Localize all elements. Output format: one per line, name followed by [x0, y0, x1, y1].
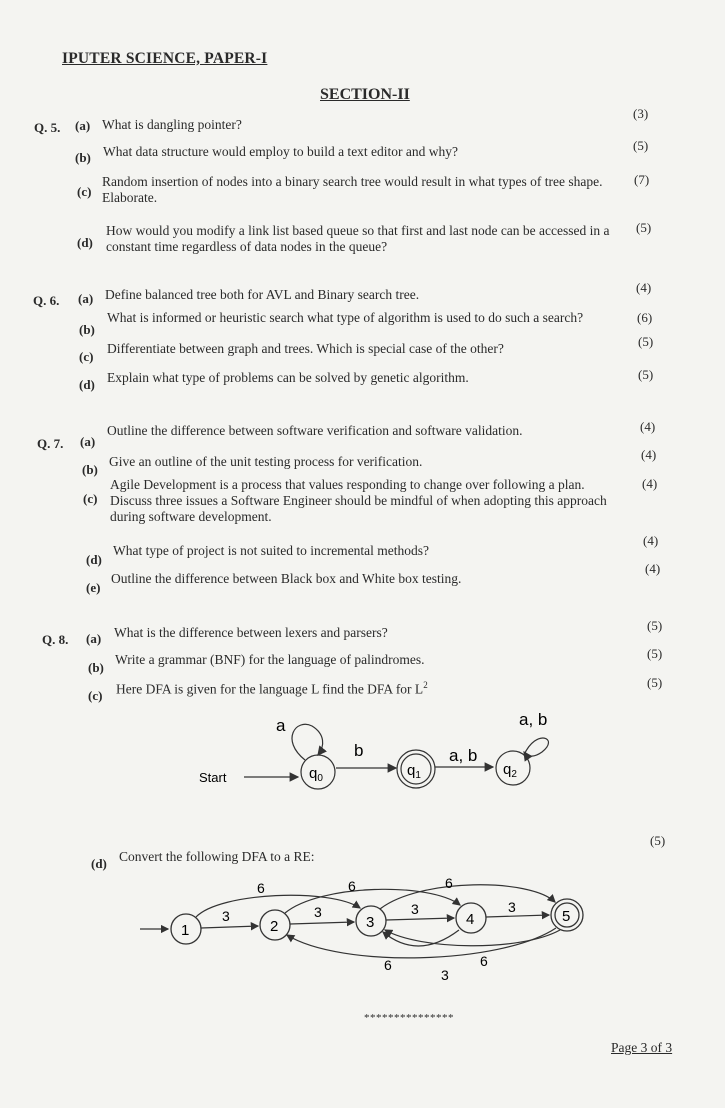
- state-2: [260, 910, 290, 940]
- marks: (4): [643, 533, 659, 548]
- marks: (4): [642, 476, 658, 491]
- edge-label: 3: [441, 967, 449, 983]
- section-title: SECTION-II: [320, 86, 410, 103]
- marks: (3): [633, 106, 649, 121]
- edge-label: 3: [314, 904, 322, 920]
- state-q1: [397, 750, 435, 788]
- marks: (5): [638, 334, 654, 349]
- edge-label: 6: [480, 953, 488, 969]
- question-text: Here DFA is given for the language L find the DFA for $L^2$: [116, 680, 428, 697]
- question-text: Define balanced tree both for AVL and Binary search tree.: [105, 287, 420, 302]
- part-label: (a): [86, 631, 102, 646]
- part-label: (b): [79, 322, 95, 337]
- marks: (5): [647, 618, 663, 633]
- state-label: 2: [270, 918, 279, 935]
- question-text: Outline the difference between software verification and software validation.: [107, 423, 523, 438]
- start-label: Start: [199, 770, 227, 785]
- state-q2: [496, 751, 530, 785]
- self-loop-q0: [292, 724, 323, 760]
- marks: (5): [650, 833, 666, 848]
- end-marker: ***************: [364, 1012, 454, 1024]
- edge-label: 3: [411, 901, 419, 917]
- part-label: (d): [86, 552, 102, 567]
- edge-label: 6: [384, 957, 392, 973]
- transition-label: a: [276, 716, 286, 735]
- question-text: Agile Development is a process that values responding to change over following a plan. Discuss three issues a Software Engineer should be mindful of when adopting this approach during software development.: [110, 477, 607, 524]
- question-text: Outline the difference between Black box and White box testing.: [111, 571, 462, 586]
- marks: (5): [638, 367, 654, 382]
- edge-5-3: [385, 930, 560, 946]
- part-label: (c): [77, 184, 92, 199]
- state-label: 3: [366, 914, 375, 931]
- marks: (4): [645, 561, 661, 576]
- state-3: [356, 906, 386, 936]
- paper-title: IPUTER SCIENCE, PAPER-I: [62, 50, 268, 67]
- question-text: How would you modify a link list based queue so that first and last node can be accessed in a constant time regardless of data nodes in the queue?: [106, 223, 610, 254]
- part-label: (c): [79, 349, 94, 364]
- edge-2-3: [290, 922, 354, 924]
- question-text: What is informed or heuristic search what type of algorithm is used to do such a search?: [107, 310, 584, 325]
- state-4: [456, 903, 486, 933]
- question-text: What is the difference between lexers and parsers?: [114, 625, 388, 640]
- part-label: (e): [86, 580, 101, 595]
- self-loop-q2: [524, 738, 548, 756]
- question-text: What is dangling pointer?: [102, 117, 242, 132]
- question-text: What data structure would employ to build a text editor and why?: [103, 144, 459, 159]
- state-q0: [301, 755, 335, 789]
- edge-label: 6: [257, 880, 265, 896]
- state-1: [171, 914, 201, 944]
- part-label: (a): [75, 118, 91, 133]
- edge-label: 6: [348, 878, 356, 894]
- state-5: [551, 899, 583, 931]
- edge-label: 3: [508, 899, 516, 915]
- state-label: $q_0$: [309, 765, 323, 784]
- question-text: What type of project is not suited to incremental methods?: [113, 543, 430, 558]
- part-label: (b): [75, 150, 91, 165]
- edge-5-2: [287, 928, 556, 958]
- marks: (4): [640, 419, 656, 434]
- question-number: Q. 5.: [34, 120, 61, 135]
- question-text: Explain what type of problems can be solved by genetic algorithm.: [107, 370, 469, 385]
- marks: (4): [641, 447, 657, 462]
- marks: (5): [633, 138, 649, 153]
- transition-label: b: [354, 741, 364, 760]
- marks: (7): [634, 172, 650, 187]
- part-label: (d): [77, 235, 93, 250]
- edge-4-3: [383, 930, 459, 946]
- question-number: Q. 6.: [33, 293, 60, 308]
- edge-label: 6: [445, 875, 453, 891]
- edge-3-4: [386, 918, 454, 920]
- superscript: 2: [423, 680, 428, 690]
- edge-label: 3: [222, 908, 230, 924]
- transition-label: a, b: [519, 710, 548, 729]
- part-label: (d): [91, 856, 107, 871]
- question-number: Q. 8.: [42, 632, 69, 647]
- part-label: (a): [80, 434, 96, 449]
- part-label: (b): [88, 660, 104, 675]
- question-number: Q. 7.: [37, 436, 64, 451]
- question-text: Convert the following DFA to a RE:: [119, 849, 315, 864]
- state-label: 5: [562, 908, 571, 925]
- part-label: (d): [79, 377, 95, 392]
- state-label: 4: [466, 911, 475, 928]
- marks: (5): [647, 675, 663, 690]
- part-label: (c): [88, 688, 103, 703]
- transition-label: a, b: [449, 746, 478, 765]
- edge-3-5: [380, 885, 555, 909]
- part-label: (c): [83, 491, 98, 506]
- edge-4-5: [486, 915, 549, 917]
- question-text: Random insertion of nodes into a binary search tree would result in what types of tree shape. Elaborate.: [102, 174, 603, 205]
- edge-2-4: [285, 889, 460, 913]
- marks: (4): [636, 280, 652, 295]
- marks: (5): [647, 646, 663, 661]
- edge-1-3: [196, 895, 360, 917]
- edge-1-2: [201, 926, 258, 928]
- question-text: Differentiate between graph and trees. Which is special case of the other?: [107, 341, 504, 356]
- marks: (6): [637, 310, 653, 325]
- part-label: (b): [82, 462, 98, 477]
- state-label: 1: [181, 922, 190, 939]
- state-label: $q_1$: [407, 762, 421, 781]
- state-label: $q_2$: [503, 761, 517, 780]
- marks: (5): [636, 220, 652, 235]
- question-text: Give an outline of the unit testing process for verification.: [109, 454, 423, 469]
- part-label: (a): [78, 291, 94, 306]
- question-text: Write a grammar (BNF) for the language of palindromes.: [115, 652, 425, 667]
- page-number: Page 3 of 3: [611, 1040, 673, 1055]
